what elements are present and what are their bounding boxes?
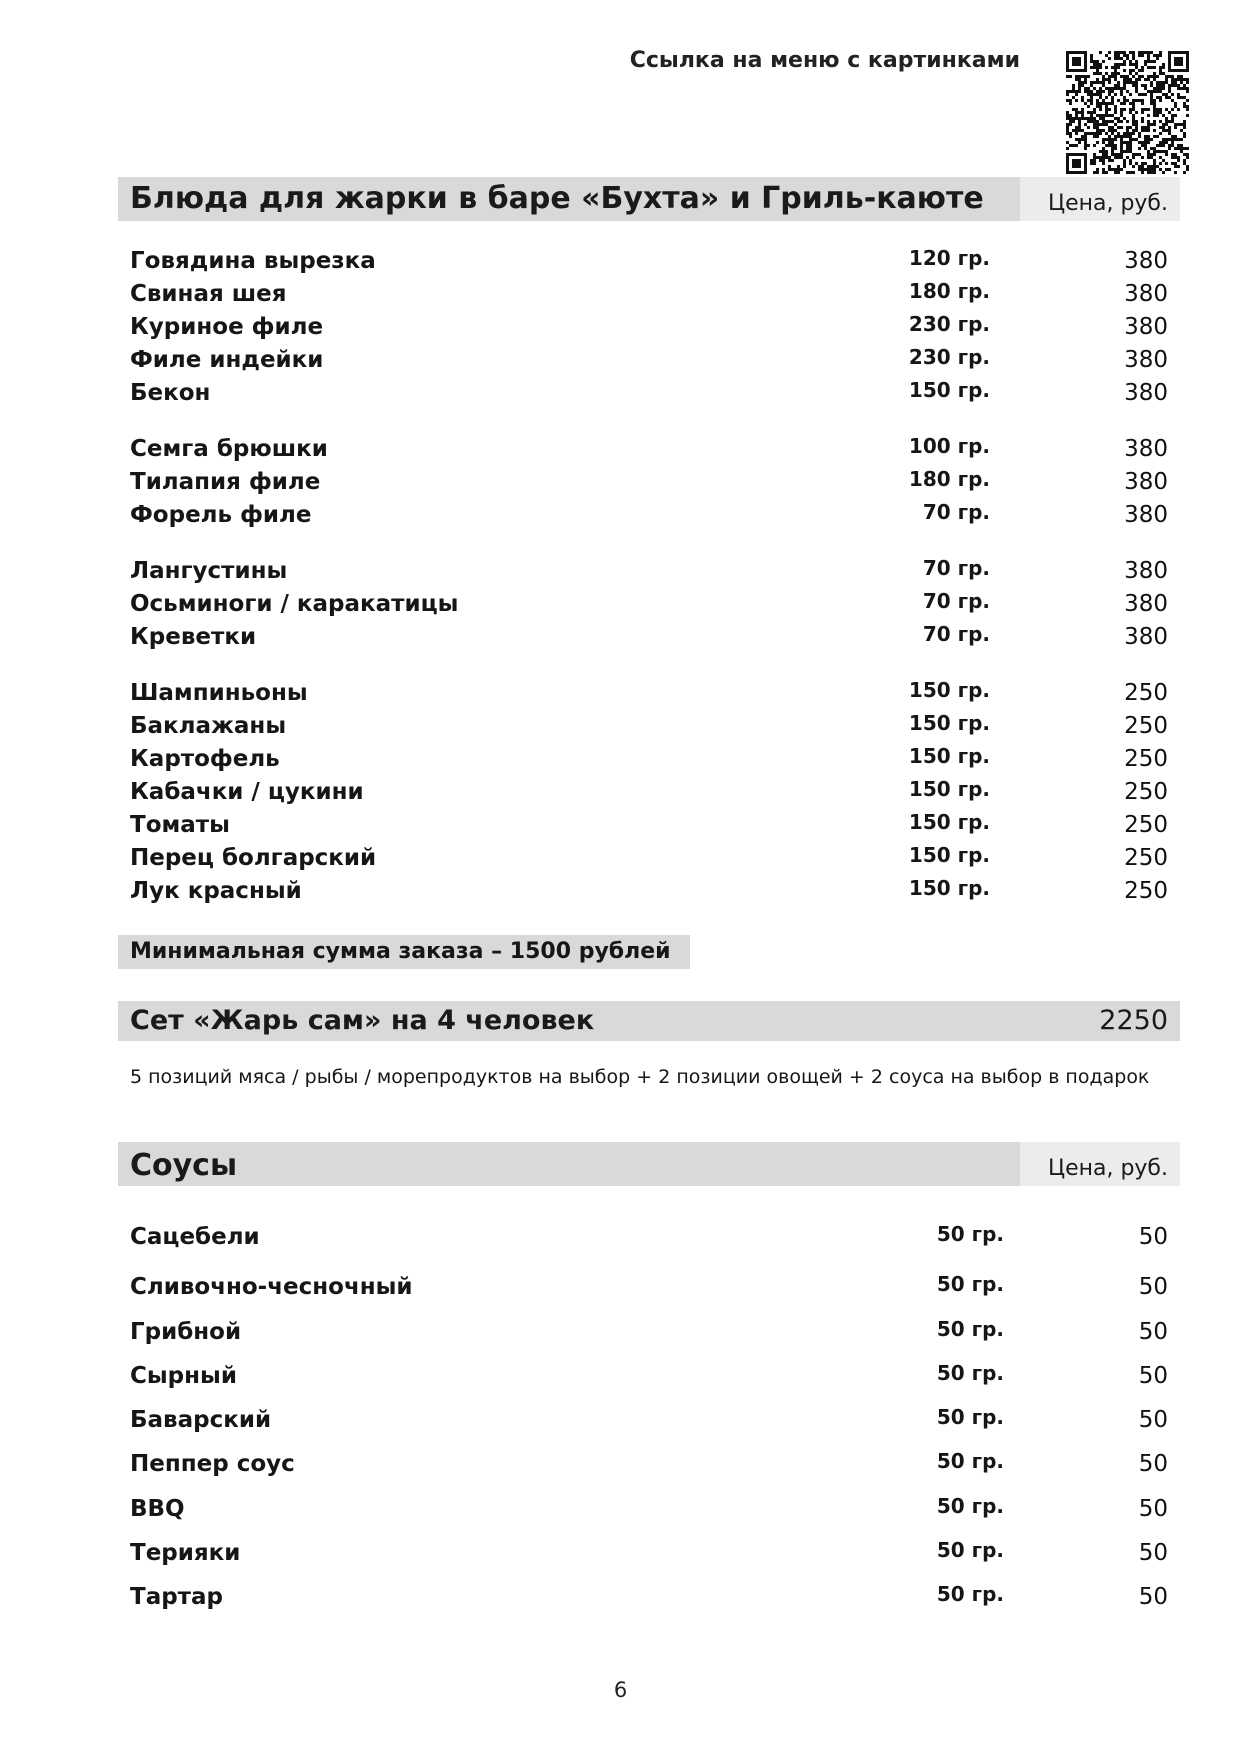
item-price: 250 bbox=[1124, 746, 1168, 772]
item-name: Тартар bbox=[130, 1584, 223, 1610]
item-name: Сацебели bbox=[130, 1224, 260, 1250]
item-weight: 50 гр. bbox=[936, 1405, 1004, 1429]
item-price: 50 bbox=[1138, 1407, 1168, 1433]
item-name: Сырный bbox=[130, 1363, 237, 1389]
page-number: 6 bbox=[613, 1678, 628, 1702]
item-weight: 150 гр. bbox=[908, 876, 990, 900]
menu-item-row bbox=[0, 1451, 1241, 1483]
item-weight: 120 гр. bbox=[908, 246, 990, 270]
price-column-header: Цена, руб. bbox=[1047, 191, 1168, 216]
item-price: 380 bbox=[1124, 436, 1168, 462]
sauces-section-title: Соусы bbox=[130, 1148, 238, 1183]
item-name: Томаты bbox=[130, 812, 230, 838]
item-price: 250 bbox=[1124, 779, 1168, 805]
menu-item-row bbox=[0, 380, 1241, 412]
menu-item-row bbox=[0, 1363, 1241, 1395]
item-name: Сливочно-чесночный bbox=[130, 1274, 413, 1300]
set-description: 5 позиций мяса / рыбы / морепродуктов на выбор + 2 позиции овощей + 2 соуса на выбор в подарок bbox=[130, 1066, 1150, 1088]
item-name: Кабачки / цукини bbox=[130, 779, 364, 805]
menu-item-row bbox=[0, 878, 1241, 910]
item-weight: 100 гр. bbox=[908, 434, 990, 458]
item-price: 380 bbox=[1124, 558, 1168, 584]
item-name: Перец болгарский bbox=[130, 845, 377, 871]
item-name: Терияки bbox=[130, 1540, 241, 1566]
item-weight: 70 гр. bbox=[922, 589, 990, 613]
item-weight: 50 гр. bbox=[936, 1582, 1004, 1606]
item-price: 380 bbox=[1124, 314, 1168, 340]
min-order-text: Минимальная сумма заказа – 1500 рублей bbox=[130, 939, 671, 964]
menu-item-row bbox=[0, 845, 1241, 877]
menu-item-row bbox=[0, 713, 1241, 745]
item-name: Семга брюшки bbox=[130, 436, 328, 462]
item-name: Картофель bbox=[130, 746, 280, 772]
qr-caption: Ссылка на меню с картинками bbox=[629, 48, 1020, 73]
item-price: 380 bbox=[1124, 502, 1168, 528]
item-weight: 50 гр. bbox=[936, 1222, 1004, 1246]
menu-item-row bbox=[0, 1496, 1241, 1528]
item-weight: 150 гр. bbox=[908, 744, 990, 768]
item-weight: 150 гр. bbox=[908, 777, 990, 801]
menu-item-row bbox=[0, 591, 1241, 623]
set-title: Сет «Жарь сам» на 4 человек bbox=[130, 1005, 595, 1036]
menu-item-row bbox=[0, 314, 1241, 346]
item-price: 380 bbox=[1124, 591, 1168, 617]
menu-item-row bbox=[0, 248, 1241, 280]
menu-item-row bbox=[0, 281, 1241, 313]
item-price: 50 bbox=[1138, 1363, 1168, 1389]
item-price: 380 bbox=[1124, 281, 1168, 307]
item-weight: 230 гр. bbox=[908, 345, 990, 369]
menu-item-row bbox=[0, 558, 1241, 590]
item-weight: 50 гр. bbox=[936, 1449, 1004, 1473]
item-weight: 50 гр. bbox=[936, 1494, 1004, 1518]
item-price: 50 bbox=[1138, 1496, 1168, 1522]
set-section-header bbox=[118, 1001, 1180, 1041]
item-price: 50 bbox=[1138, 1451, 1168, 1477]
menu-item-row bbox=[0, 1584, 1241, 1616]
item-price: 50 bbox=[1138, 1224, 1168, 1250]
item-weight: 50 гр. bbox=[936, 1317, 1004, 1341]
menu-item-row bbox=[0, 812, 1241, 844]
item-weight: 150 гр. bbox=[908, 678, 990, 702]
item-weight: 70 гр. bbox=[922, 556, 990, 580]
item-name: Куриное филе bbox=[130, 314, 324, 340]
item-price: 250 bbox=[1124, 713, 1168, 739]
item-weight: 50 гр. bbox=[936, 1361, 1004, 1385]
item-weight: 150 гр. bbox=[908, 843, 990, 867]
menu-item-row bbox=[0, 1224, 1241, 1256]
item-price: 250 bbox=[1124, 845, 1168, 871]
item-price: 380 bbox=[1124, 380, 1168, 406]
item-price: 380 bbox=[1124, 347, 1168, 373]
item-name: Шампиньоны bbox=[130, 680, 308, 706]
item-weight: 50 гр. bbox=[936, 1538, 1004, 1562]
menu-item-row bbox=[0, 1319, 1241, 1351]
item-price: 250 bbox=[1124, 878, 1168, 904]
item-weight: 180 гр. bbox=[908, 467, 990, 491]
item-name: BBQ bbox=[130, 1496, 185, 1522]
item-name: Лангустины bbox=[130, 558, 288, 584]
item-name: Креветки bbox=[130, 624, 257, 650]
item-name: Баклажаны bbox=[130, 713, 287, 739]
set-price: 2250 bbox=[1099, 1005, 1168, 1036]
grill-section-header bbox=[118, 177, 1180, 221]
menu-item-row bbox=[0, 1540, 1241, 1572]
item-name: Говядина вырезка bbox=[130, 248, 376, 274]
item-price: 50 bbox=[1138, 1584, 1168, 1610]
item-price: 380 bbox=[1124, 469, 1168, 495]
item-weight: 70 гр. bbox=[922, 622, 990, 646]
menu-item-row bbox=[0, 779, 1241, 811]
item-price: 250 bbox=[1124, 680, 1168, 706]
item-price: 50 bbox=[1138, 1319, 1168, 1345]
sauces-section-header bbox=[118, 1142, 1180, 1186]
price-column-header: Цена, руб. bbox=[1047, 1156, 1168, 1181]
menu-item-row bbox=[0, 436, 1241, 468]
item-price: 380 bbox=[1124, 248, 1168, 274]
item-name: Лук красный bbox=[130, 878, 302, 904]
menu-item-row bbox=[0, 469, 1241, 501]
item-weight: 180 гр. bbox=[908, 279, 990, 303]
item-weight: 150 гр. bbox=[908, 711, 990, 735]
qr-code-icon[interactable] bbox=[1066, 51, 1189, 174]
item-weight: 230 гр. bbox=[908, 312, 990, 336]
menu-item-row bbox=[0, 347, 1241, 379]
min-order-banner bbox=[118, 935, 690, 969]
item-name: Форель филе bbox=[130, 502, 312, 528]
item-weight: 150 гр. bbox=[908, 810, 990, 834]
item-weight: 150 гр. bbox=[908, 378, 990, 402]
item-name: Баварский bbox=[130, 1407, 272, 1433]
item-weight: 70 гр. bbox=[922, 500, 990, 524]
grill-section-title: Блюда для жарки в баре «Бухта» и Гриль-каюте bbox=[130, 181, 984, 216]
item-name: Осьминоги / каракатицы bbox=[130, 591, 459, 617]
item-weight: 50 гр. bbox=[936, 1272, 1004, 1296]
menu-item-row bbox=[0, 502, 1241, 534]
menu-item-row bbox=[0, 1274, 1241, 1306]
item-price: 250 bbox=[1124, 812, 1168, 838]
menu-item-row bbox=[0, 746, 1241, 778]
item-name: Грибной bbox=[130, 1319, 242, 1345]
item-name: Пеппер соус bbox=[130, 1451, 295, 1477]
menu-item-row bbox=[0, 624, 1241, 656]
item-name: Филе индейки bbox=[130, 347, 324, 373]
menu-item-row bbox=[0, 680, 1241, 712]
menu-item-row bbox=[0, 1407, 1241, 1439]
item-price: 380 bbox=[1124, 624, 1168, 650]
item-name: Тилапия филе bbox=[130, 469, 321, 495]
item-name: Свиная шея bbox=[130, 281, 287, 307]
item-price: 50 bbox=[1138, 1274, 1168, 1300]
item-name: Бекон bbox=[130, 380, 211, 406]
item-price: 50 bbox=[1138, 1540, 1168, 1566]
